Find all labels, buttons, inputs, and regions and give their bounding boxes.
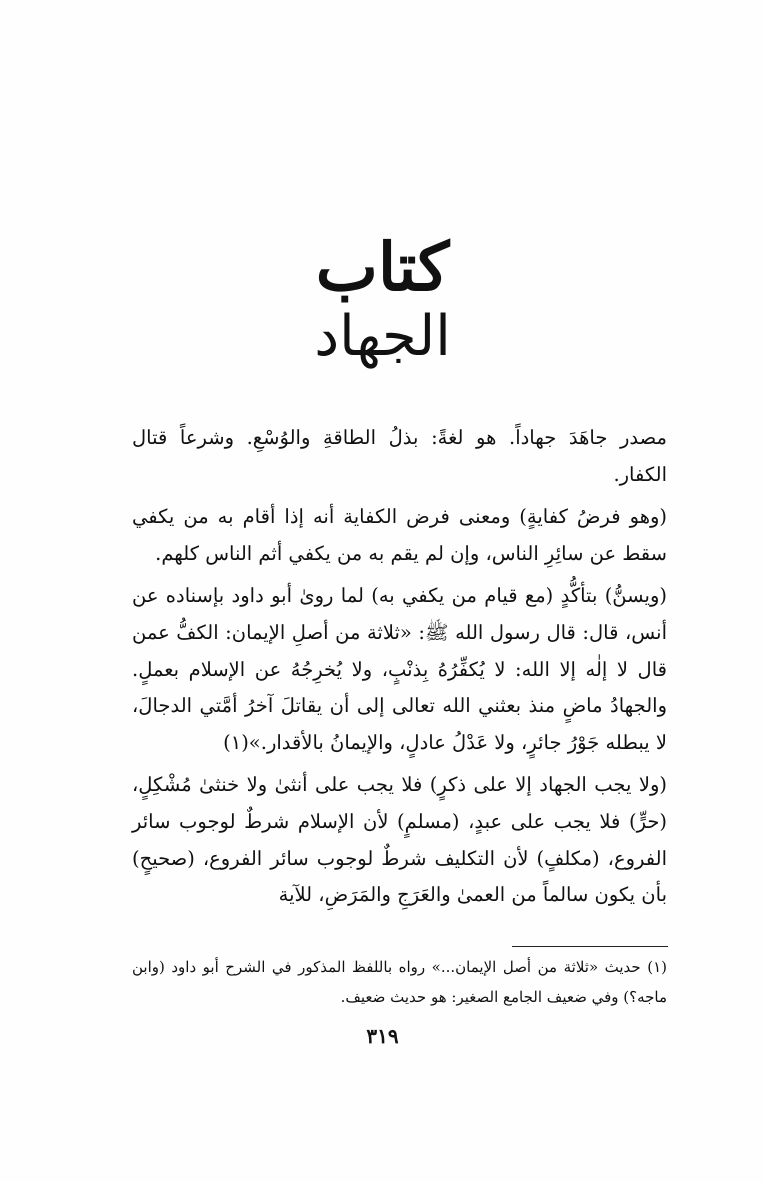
main-text [132,420,667,914]
chapter-title-line-2: الجهاد [314,304,451,369]
page-number: ٣١٩ [366,1024,399,1048]
paragraph: (ويسنُّ) بتأكُّدٍ (مع قيام من يكفي به) لما روىٰ أبو داود بإسناده عن أنس، قال: قال رسول الله ﷺ: «ثلاثة من أصلِ الإيمان: الكفُّ عمن قال لا إلٰه إلا الله: لا يُكفِّرُهُ بِذنْبٍ، ولا يُخرِجُهُ عن الإسلام بعملٍ. والجهادُ ماضٍ منذ بعثني الله تعالى إلى أن يقاتلَ آخرُ أمَّتي الدجالَ، لا يبطله جَوْرُ جائرٍ، ولا عَدْلُ عادلٍ، والإيمانُ بالأقدار.»(١) [132,584,667,754]
footnote-divider [512,946,668,947]
footnotes [132,952,667,1012]
footnote: (١) حديث «ثلاثة من أصل الإيمان...» رواه باللفظ المذكور في الشرح أبو داود (وابن ماجه؟) وفي ضعيف الجامع الصغير: هو حديث ضعيف. [132,958,667,1006]
paragraph: مصدر جاهَدَ جهاداً. هو لغةً: بذلُ الطاقةِ والوُسْعِ. وشرعاً قتال الكفار. [132,426,667,486]
chapter-title-line-1: كتاب [315,228,450,306]
paragraph: (وهو فرضُ كفايةٍ) ومعنى فرض الكفاية أنه إذا أقام به من يكفي سقط عن سائِرِ الناس، وإن لم يقم به من يكفي أثم الناس كلهم. [132,505,667,565]
paragraph: (ولا يجب الجهاد إلا على ذكرٍ) فلا يجب على أنثىٰ ولا خنثىٰ مُشْكِلٍ، (حرٍّ) فلا يجب على عبدٍ، (مسلمٍ) لأن الإسلام شرطٌ لوجوب سائر الفروع، (مكلفٍ) لأن التكليف شرطٌ لوجوب سائر الفروع، (صحيحٍ) بأن يكون سالماً من العمىٰ والعَرَجِ والمَرَضِ، للآية [132,773,667,907]
chapter-title [0,228,765,370]
